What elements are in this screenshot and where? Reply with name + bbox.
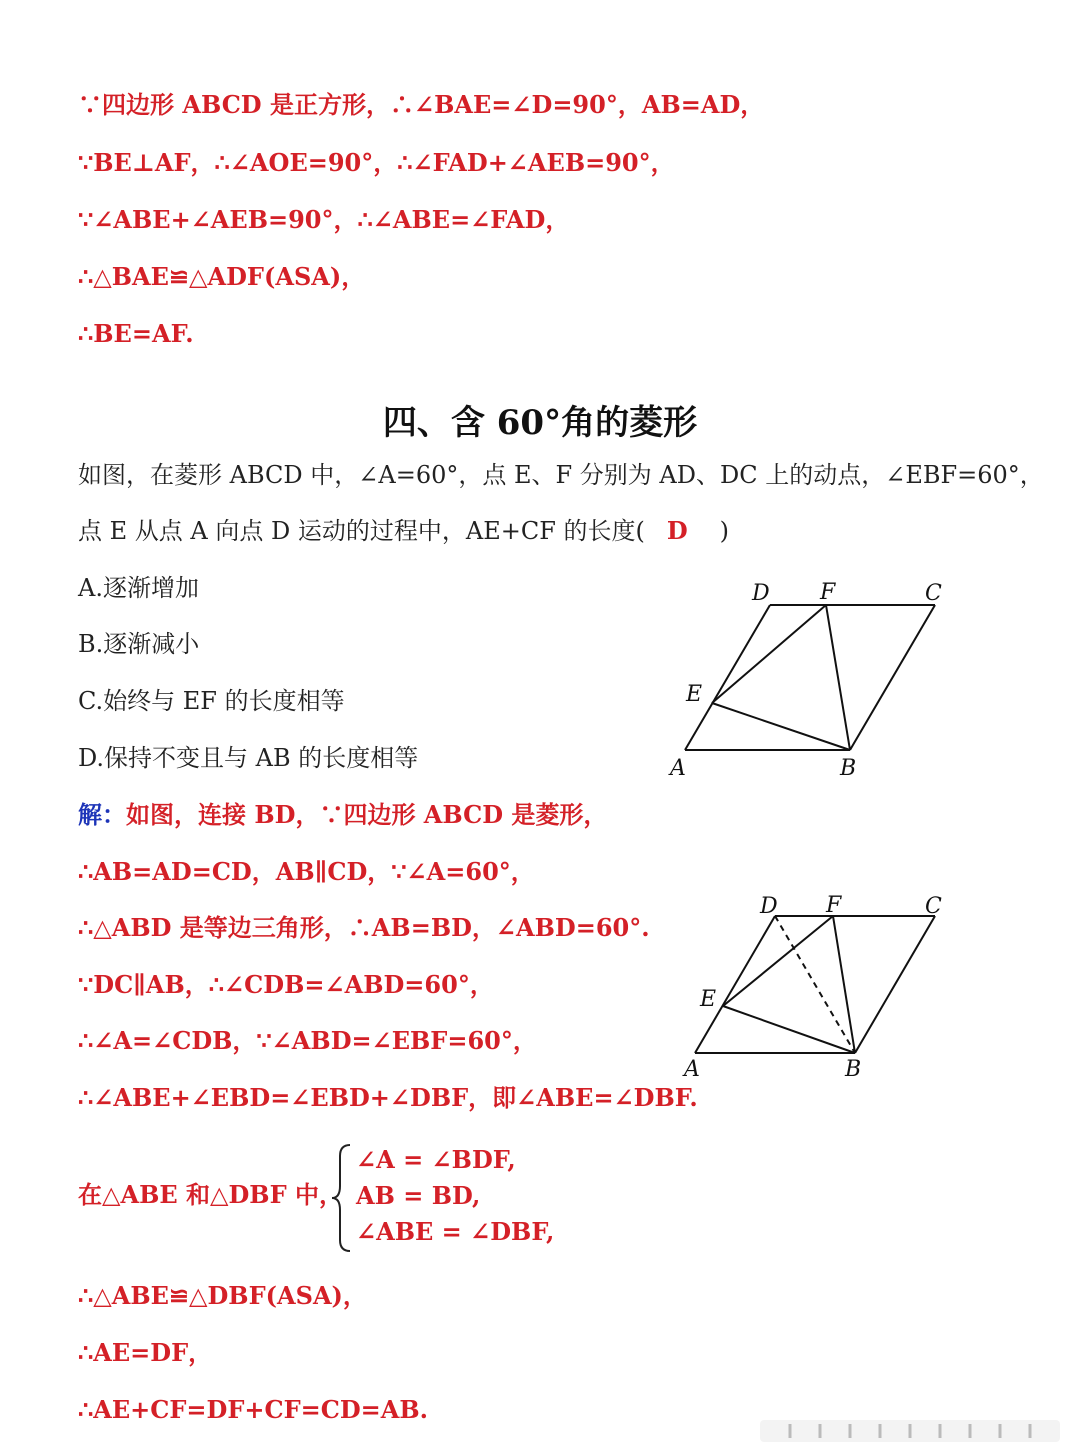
proof-line-4: ∴△BAE≌△ADF(ASA)，: [78, 262, 366, 291]
option-d: D.保持不变且与 AB 的长度相等: [78, 744, 419, 772]
problem-line-1: 如图，在菱形 ABCD 中，∠A=60°，点 E、F 分别为 AD、DC 上的动点，∠EBF=60°，: [78, 461, 1044, 489]
left-brace: [328, 1142, 354, 1254]
fig2-segment-eb: [723, 1006, 855, 1053]
fig1-label-d: D: [752, 581, 770, 606]
fig1-segment-eb: [712, 703, 850, 750]
system-eq-2: AB = BD,: [356, 1181, 481, 1210]
problem-line-2-suffix: ): [719, 517, 730, 545]
proof-line-2: ∵BE⊥AF，∴∠AOE=90°，∴∠FAD+∠AEB=90°，: [78, 148, 675, 177]
solution-first: 如图，连接 BD，∵四边形 ABCD 是菱形，: [126, 800, 608, 829]
fig2-label-d: D: [760, 894, 778, 919]
fig2-label-a: A: [684, 1057, 700, 1082]
problem-line-2: [78, 514, 729, 548]
fig1-side-ad: [685, 605, 770, 750]
fig2-label-f: F: [826, 893, 842, 918]
fig1-label-c: C: [925, 581, 942, 606]
conclusion-line-3: ∴AE+CF=DF+CF=CD=AB.: [78, 1395, 429, 1424]
system-intro: 在△ABE 和△DBF 中，: [78, 1180, 343, 1209]
solution-line-2: ∴AB=AD=CD，AB∥CD，∵∠A=60°，: [78, 857, 535, 886]
solution-label: 解：: [78, 800, 126, 829]
rhombus-figure-1: [660, 575, 960, 785]
option-c: C.始终与 EF 的长度相等: [78, 687, 345, 715]
fig1-label-a: A: [670, 756, 686, 781]
proof-line-3: ∵∠ABE+∠AEB=90°，∴∠ABE=∠FAD，: [78, 205, 570, 234]
solution-line-6: ∴∠ABE+∠EBD=∠EBD+∠DBF，即∠ABE=∠DBF.: [78, 1083, 698, 1112]
fig2-side-bc: [855, 916, 935, 1053]
rhombus-figure-2: [670, 888, 970, 1098]
proof-line-1: ∵四边形 ABCD 是正方形，∴∠BAE=∠D=90°，AB=AD，: [78, 90, 765, 119]
fig1-side-bc: [850, 605, 935, 750]
fig2-segment-ef: [723, 916, 833, 1006]
equation-system: [328, 1142, 588, 1254]
section-title: 四、含 60°角的菱形: [382, 403, 698, 443]
conclusion-line-2: ∴AE=DF，: [78, 1338, 213, 1367]
bottom-toolbar-icon[interactable]: [760, 1420, 1060, 1442]
solution-line-1: [78, 798, 607, 832]
system-eq-1: ∠A = ∠BDF,: [356, 1145, 516, 1174]
answer-choice: D: [666, 516, 688, 545]
fig2-label-c: C: [925, 894, 942, 919]
fig1-segment-ef: [712, 605, 826, 703]
fig1-label-f: F: [820, 580, 836, 605]
solution-line-5: ∴∠A=∠CDB，∵∠ABD=∠EBF=60°，: [78, 1026, 537, 1055]
fig1-label-b: B: [840, 756, 857, 781]
fig1-segment-fb: [826, 605, 850, 750]
fig1-label-e: E: [686, 682, 703, 707]
option-a: A.逐渐增加: [78, 574, 199, 602]
problem-line-2-prefix: 点 E 从点 A 向点 D 运动的过程中，AE+CF 的长度(: [78, 517, 645, 545]
fig2-label-e: E: [700, 987, 717, 1012]
fig2-side-ad: [695, 916, 775, 1053]
fig2-label-b: B: [845, 1057, 862, 1082]
solution-line-4: ∵DC∥AB，∴∠CDB=∠ABD=60°，: [78, 970, 494, 999]
proof-line-5: ∴BE=AF.: [78, 319, 194, 348]
conclusion-line-1: ∴△ABE≌△DBF(ASA)，: [78, 1281, 367, 1310]
option-b: B.逐渐减小: [78, 630, 200, 658]
system-eq-3: ∠ABE = ∠DBF,: [356, 1217, 555, 1246]
solution-line-3: ∴△ABD 是等边三角形，∴AB=BD，∠ABD=60°.: [78, 913, 650, 942]
